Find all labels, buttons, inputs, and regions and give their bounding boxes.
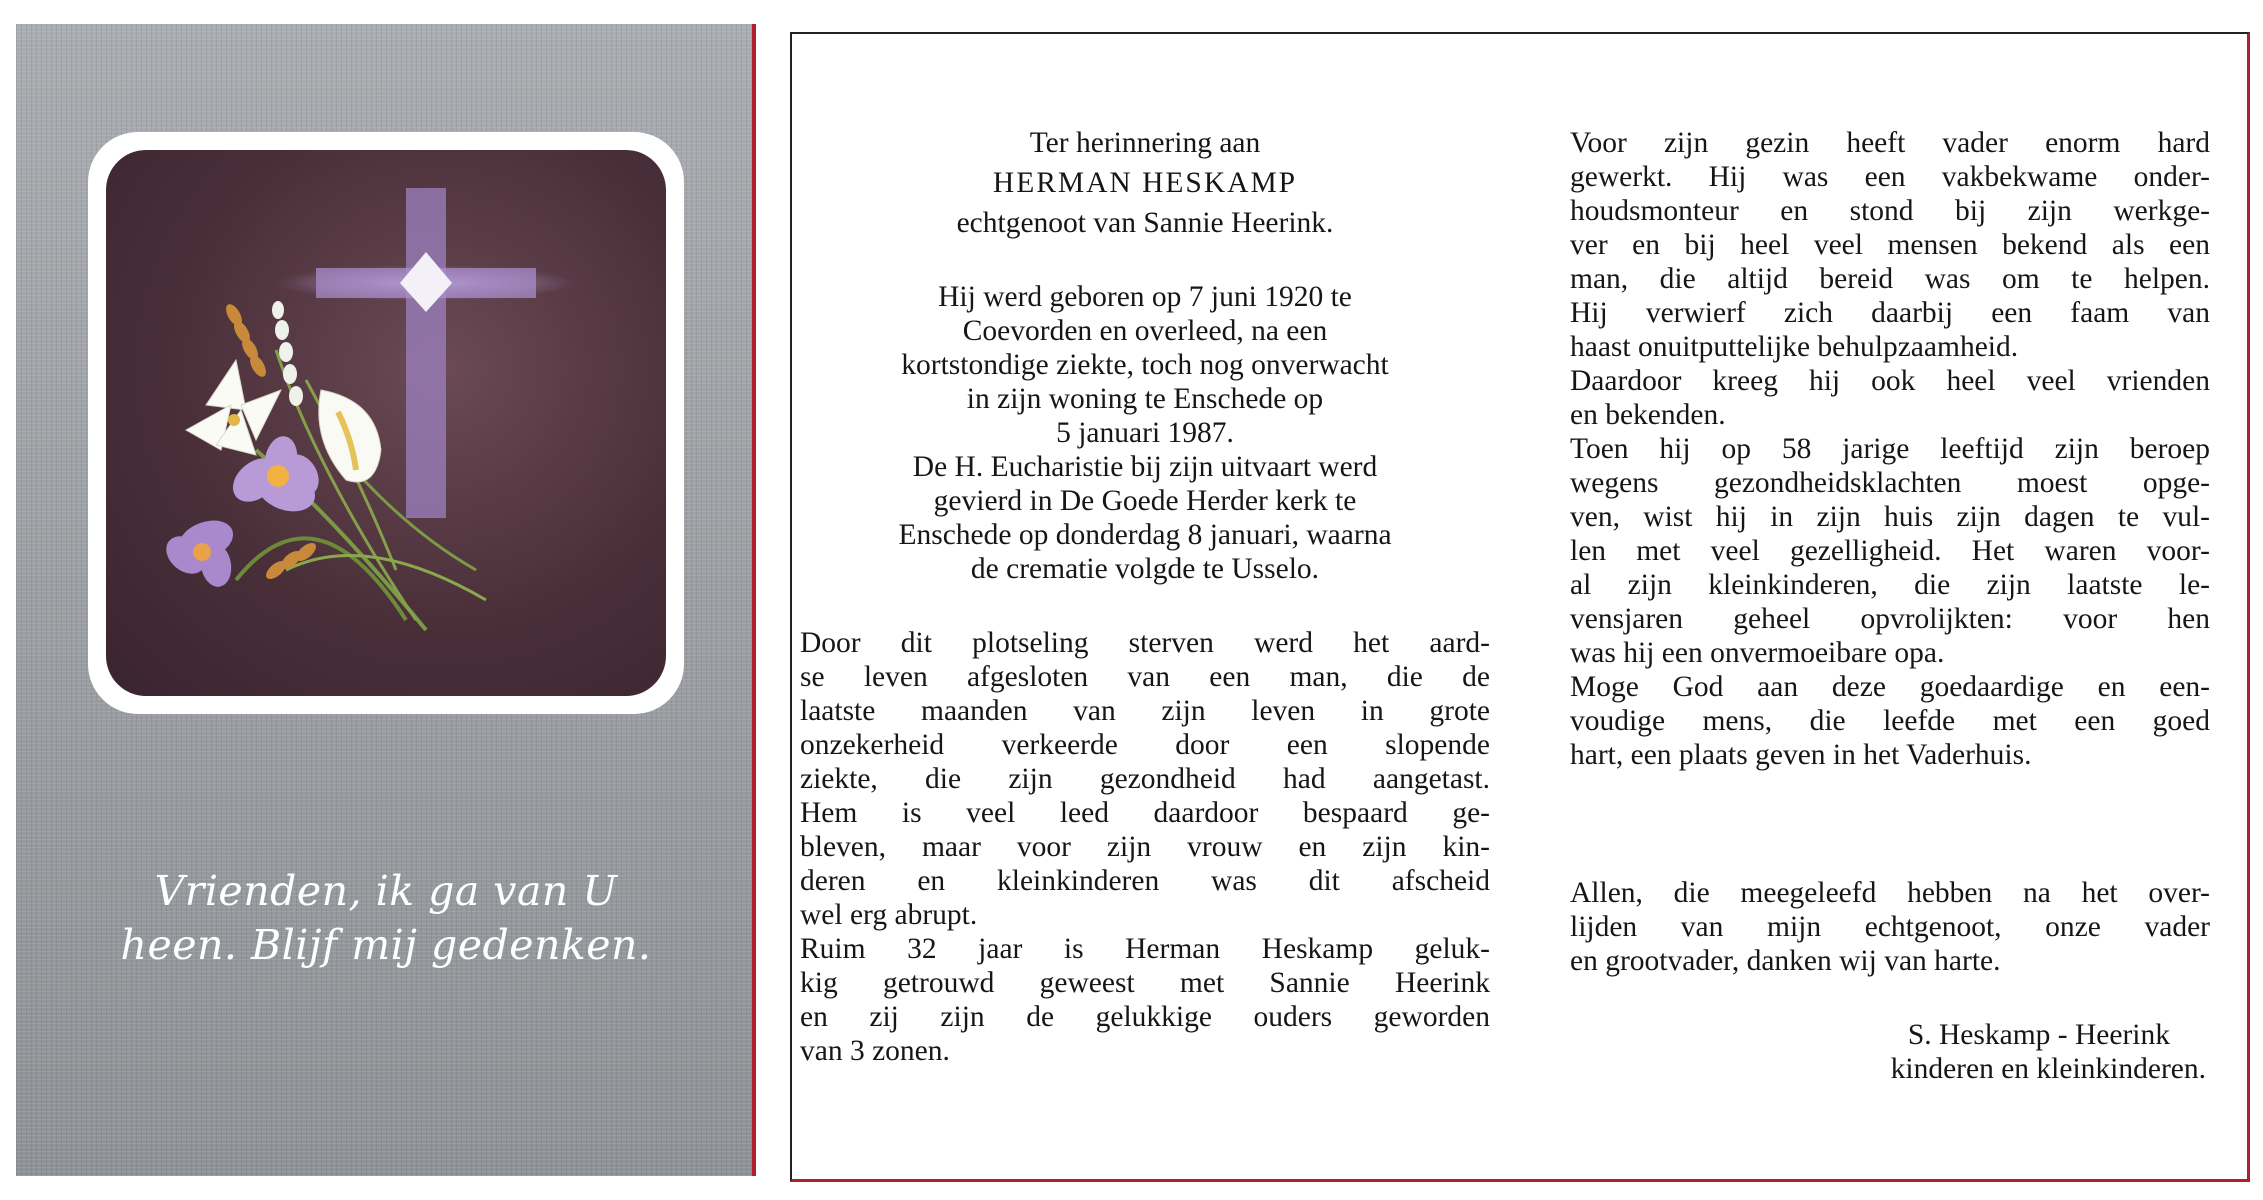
body-line: Hij verwierf zich daarbij een faam van <box>1570 297 2210 329</box>
birth-line: de crematie volgde te Usselo. <box>970 553 1320 585</box>
body-line: hart, een plaats geven in het Vaderhuis. <box>1570 739 2032 771</box>
deceased-name: HERMAN HESKAMP <box>992 167 1298 199</box>
body-line: Toen hij op 58 jarige leeftijd zijn beroep <box>1570 433 2210 465</box>
body-line: Ruim 32 jaar is Herman Heskamp geluk- <box>800 933 1490 965</box>
birth-line: 5 januari 1987. <box>1056 417 1234 449</box>
body-line: Voor zijn gezin heeft vader enorm hard <box>1570 127 2210 159</box>
body-line: Door dit plotseling sterven werd het aard- <box>800 627 1490 659</box>
heading-line: Ter herinnering aan <box>1029 127 1261 159</box>
body-line: gewerkt. Hij was een vakbekwame onder- <box>1570 161 2210 193</box>
memorial-card-text <box>790 32 2250 1182</box>
body-line: deren en kleinkinderen was dit afscheid <box>800 865 1490 897</box>
verse-line: Vrienden, ik ga van U <box>154 867 618 915</box>
signature-name: S. Heskamp - Heerink <box>1907 1019 2170 1051</box>
body-line: Hem is veel leed daardoor bespaard ge- <box>800 797 1490 829</box>
body-line: wegens gezondheidsklachten moest opge- <box>1570 467 2210 499</box>
body-line: was hij een onvermoeibare opa. <box>1570 637 1945 669</box>
body-line: haast onuitputtelijke behulpzaamheid. <box>1570 331 2019 363</box>
memorial-card-front <box>16 24 756 1176</box>
spouse-line: echtgenoot van Sannie Heerink. <box>956 207 1334 239</box>
birth-line: Coevorden en overleed, na een <box>962 315 1328 347</box>
body-line: onzekerheid verkeerde door een slopende <box>800 729 1490 761</box>
body-line: en zij zijn de gelukkige ouders geworden <box>800 1001 1490 1033</box>
body-line: ziekte, die zijn gezondheid had aangetast. <box>800 763 1490 795</box>
body-line: man, die altijd bereid was om te helpen. <box>1570 263 2210 295</box>
thanks-line: Allen, die meegeleefd hebben na het over- <box>1570 877 2210 909</box>
body-line: len met veel gezelligheid. Het waren voor- <box>1570 535 2210 567</box>
body-line: vensjaren geheel opvrolijkten: voor hen <box>1570 603 2210 635</box>
body-line: en bekenden. <box>1570 399 1726 431</box>
thanks-line: en grootvader, danken wij van harte. <box>1570 945 2001 977</box>
signature-family: kinderen en kleinkinderen. <box>1890 1053 2206 1085</box>
body-line: ver en bij heel veel mensen bekend als een <box>1570 229 2210 261</box>
thanks-line: lijden van mijn echtgenoot, onze vader <box>1570 911 2210 943</box>
text-column-left <box>800 126 1490 1068</box>
body-line: laatste maanden van zijn leven in grote <box>800 695 1490 727</box>
body-line: kig getrouwd geweest met Sannie Heerink <box>800 967 1490 999</box>
body-line: Daardoor kreeg hij ook heel veel vrienden <box>1570 365 2210 397</box>
text-column-right <box>1570 126 2210 1086</box>
body-line: van 3 zonen. <box>800 1035 950 1067</box>
body-line: Moge God aan deze goedaardige en een- <box>1570 671 2210 703</box>
cross-flowers-icon <box>106 150 666 696</box>
birth-line: kortstondige ziekte, toch nog onverwacht <box>901 349 1389 381</box>
body-line: bleven, maar voor zijn vrouw en zijn kin- <box>800 831 1490 863</box>
birth-line: Hij werd geboren op 7 juni 1920 te <box>938 281 1352 313</box>
body-line: se leven afgesloten van een man, die de <box>800 661 1490 693</box>
verse-line: heen. Blijf mij gedenken. <box>120 921 652 969</box>
picture-frame <box>88 132 684 714</box>
birth-line: De H. Eucharistie bij zijn uitvaart werd <box>912 451 1378 483</box>
body-line: al zijn kleinkinderen, die zijn laatste le- <box>1570 569 2210 601</box>
body-line: voudige mens, die leefde met een goed <box>1570 705 2210 737</box>
birth-line: gevierd in De Goede Herder kerk te <box>933 485 1357 517</box>
memorial-verse <box>16 864 756 972</box>
cross-and-flowers-illustration <box>106 150 666 696</box>
body-line: ven, wist hij in zijn huis zijn dagen te vul- <box>1570 501 2210 533</box>
body-line: houdsmonteur en stond bij zijn werkge- <box>1570 195 2210 227</box>
birth-line: Enschede op donderdag 8 januari, waarna <box>898 519 1392 551</box>
body-line: wel erg abrupt. <box>800 899 978 931</box>
birth-line: in zijn woning te Enschede op <box>966 383 1324 415</box>
